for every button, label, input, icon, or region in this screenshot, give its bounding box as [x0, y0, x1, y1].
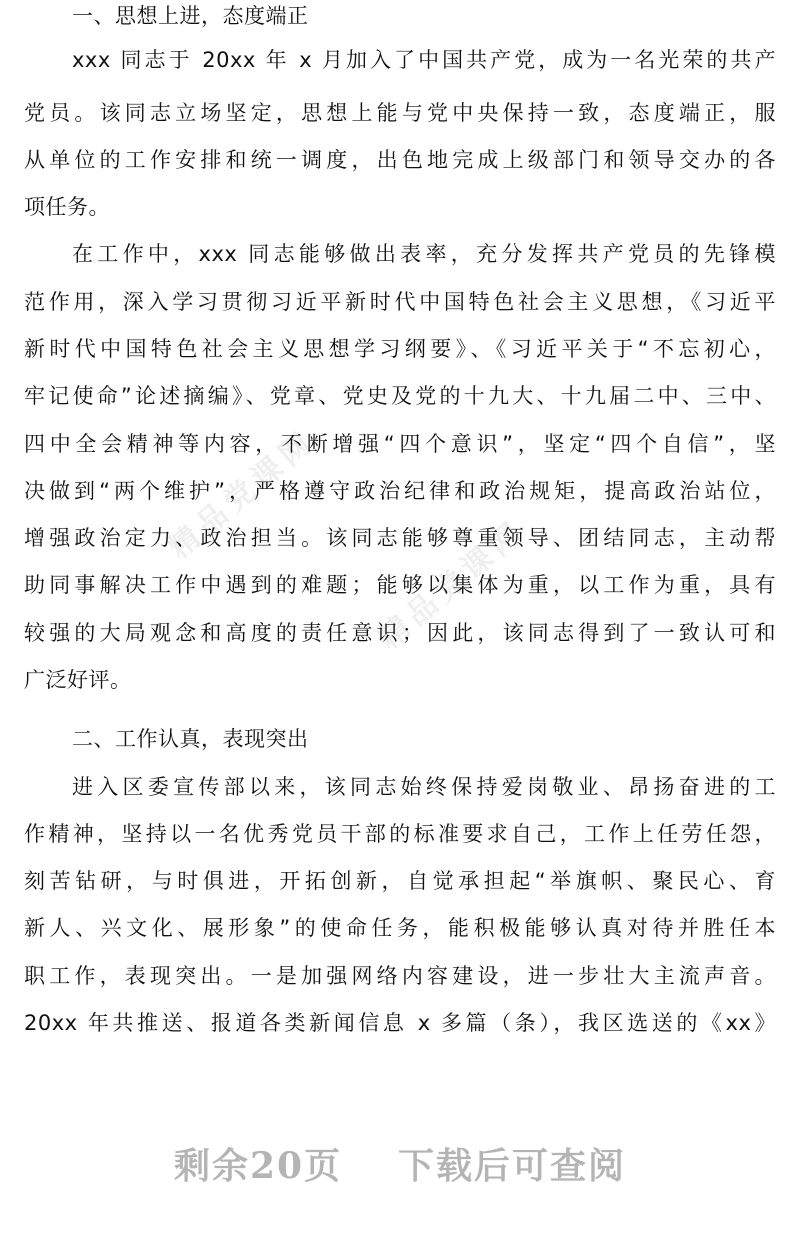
paragraph-line: 从单位的工作安排和统一调度，出色地完成上级部门和领导交办的各: [24, 148, 776, 172]
paragraph-line: 牢记使命”论述摘编》、党章、党史及党的十九大、十九届二中、三中、: [24, 384, 776, 408]
paragraph-line: 新人、兴文化、展形象”的使命任务，能积极能够认真对待并胜任本: [24, 916, 776, 940]
paragraph-line: 决做到“两个维护”，严格遵守政治纪律和政治规矩，提高政治站位，: [24, 479, 776, 503]
paragraph-line: 党员。该同志立场坚定，思想上能与党中央保持一致，态度端正，服: [24, 101, 776, 125]
paragraph-line: 助同事解决工作中遇到的难题；能够以集体为重，以工作为重，具有: [24, 573, 776, 597]
paragraph-line: 职工作，表现突出。一是加强网络内容建设，进一步壮大主流声音。: [24, 964, 776, 988]
paragraph-line: 刻苦钻研，与时俱进，开拓创新，自觉承担起“举旗帜、聚民心、育: [24, 869, 776, 893]
paragraph-line: 进入区委宣传部以来，该同志始终保持爱岗敬业、昂扬奋进的工: [72, 775, 776, 799]
section-heading: 二、工作认真，表现突出: [72, 727, 309, 751]
paragraph-line: 四中全会精神等内容，不断增强“四个意识”，坚定“四个自信”，坚: [24, 432, 776, 456]
download-prompt-banner[interactable]: [0, 1138, 800, 1186]
paragraph-line: 广泛好评。: [24, 668, 132, 692]
paragraph-line: 项任务。: [24, 195, 110, 219]
paragraph-line: 在工作中，xxx 同志能够做出表率，充分发挥共产党员的先锋模: [72, 242, 776, 266]
watermark: 精品党课网: [372, 513, 533, 656]
section-heading: 一、思想上进，态度端正: [72, 4, 309, 28]
paragraph-line: 20xx 年共推送、报道各类新闻信息 x 多篇（条），我区选送的《xx》: [24, 1011, 776, 1035]
paragraph-line: 较强的大局观念和高度的责任意识；因此，该同志得到了一致认可和: [24, 621, 776, 645]
paragraph-line: 增强政治定力、政治担当。该同志能够尊重领导、团结同志，主动帮: [24, 526, 776, 550]
paragraph-line: 范作用，深入学习贯彻习近平新时代中国特色社会主义思想，《习近平: [24, 290, 776, 314]
watermark: 精品党课网: [162, 423, 323, 566]
remaining-pages-label: 剩余20页: [173, 1145, 343, 1187]
paragraph-line: 作精神，坚持以一名优秀党员干部的标准要求自己，工作上任劳任怨，: [24, 822, 776, 846]
paragraph-line: 新时代中国特色社会主义思想学习纲要》、《习近平关于“不忘初心，: [24, 337, 776, 361]
download-to-view-label: 下载后可查阅: [398, 1145, 627, 1187]
paragraph-line: xxx 同志于 20xx 年 x 月加入了中国共产党，成为一名光荣的共产: [72, 48, 776, 72]
